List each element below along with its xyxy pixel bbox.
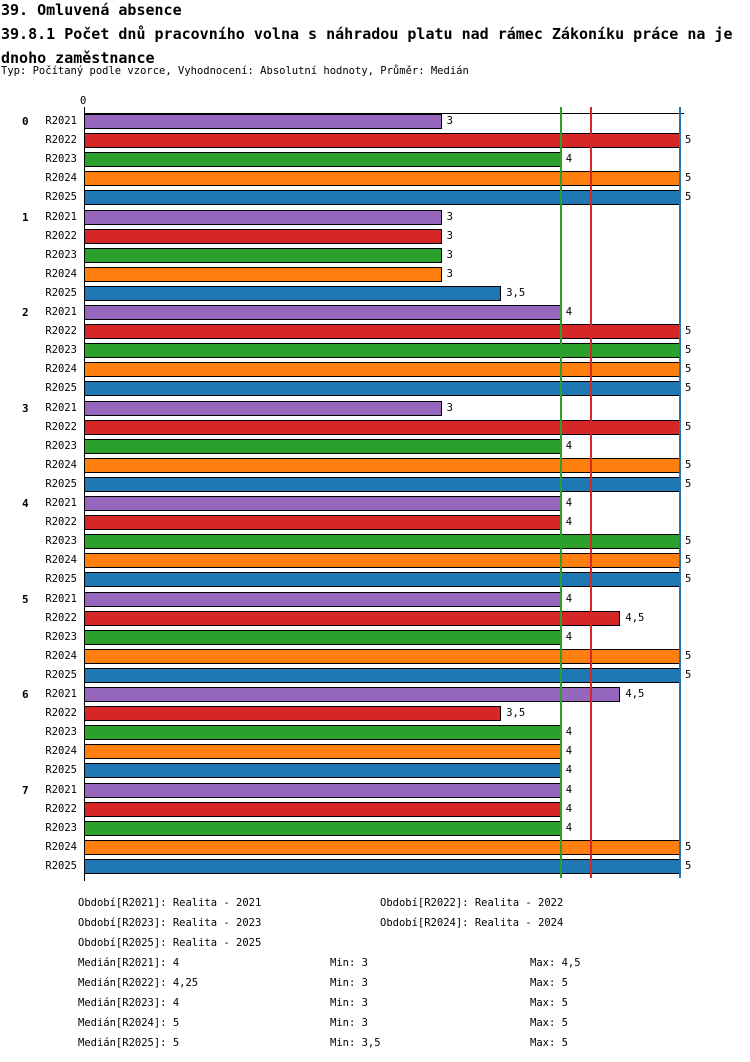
bar-row-label: R2023	[45, 153, 77, 166]
bar-value-label: 5	[685, 325, 692, 338]
bar-row-label: R2021	[45, 783, 77, 796]
stat-median-r2023: Medián[R2023]: 4	[78, 997, 180, 1009]
bar-row-label: R2023	[45, 821, 77, 834]
bar-value-label: 3	[446, 115, 453, 127]
bar-row-label: R2025	[45, 668, 77, 681]
bar	[84, 592, 561, 607]
group-label: 0	[22, 115, 29, 128]
bar	[84, 744, 561, 759]
stat-median-r2021: Medián[R2021]: 4	[78, 957, 180, 969]
bar-value-label: 5	[685, 477, 692, 490]
bar-value-label: 5	[685, 573, 692, 586]
stat-min-r2025: Min: 3,5	[330, 1037, 381, 1049]
bar-row-label: R2021	[45, 306, 77, 318]
bar	[84, 496, 561, 511]
bar-value-label: 5	[685, 458, 692, 471]
bar-row-label: R2022	[45, 802, 77, 815]
legend-period-r2021: Období[R2021]: Realita - 2021	[78, 897, 262, 909]
bar	[84, 783, 561, 798]
bar-value-label: 5	[685, 134, 692, 147]
bar-row-label: R2025	[45, 286, 77, 299]
bar-value-label: 4	[565, 745, 573, 758]
bar-row-label: R2023	[45, 248, 77, 261]
bar-value-label: 3	[446, 229, 453, 242]
bar-row-label: R2022	[45, 420, 77, 433]
bar-row-label: R2024	[45, 554, 77, 567]
median-line-r2022	[590, 107, 592, 878]
stat-median-r2022: Medián[R2022]: 4,25	[78, 977, 199, 989]
bar	[84, 267, 442, 282]
bar-row-label: R2024	[45, 172, 77, 185]
bar-row-label: R2023	[45, 439, 77, 452]
bar-row-label: R2025	[45, 573, 77, 586]
stat-max-r2022: Max: 5	[530, 977, 568, 989]
bar-row-label: R2021	[45, 210, 77, 223]
bar-value-label: 4	[565, 306, 573, 318]
legend-period-r2025: Období[R2025]: Realita - 2025	[78, 937, 262, 949]
bar-value-label: 4	[565, 439, 573, 452]
bar-value-label: 4	[565, 592, 573, 605]
bar-value-label: 3,5	[506, 707, 526, 720]
chart-title-line2: dnoho zaměstnance	[1, 49, 155, 67]
bar-row-label: R2022	[45, 134, 77, 147]
bar	[84, 687, 620, 702]
stat-max-r2025: Max: 5	[530, 1037, 568, 1049]
bar-row-label: R2021	[45, 688, 77, 700]
stat-median-r2024: Medián[R2024]: 5	[78, 1017, 180, 1029]
bar-value-label: 4	[565, 153, 573, 166]
group-label: 7	[22, 783, 29, 797]
bar	[84, 515, 561, 530]
bar-row-label: R2025	[45, 191, 77, 204]
median-line-r2023	[560, 107, 562, 878]
median-line-r2025	[679, 107, 681, 878]
bar	[84, 706, 501, 721]
bar-row-label: R2023	[45, 726, 77, 739]
bar-value-label: 5	[685, 859, 692, 872]
bar-value-label: 5	[685, 344, 692, 357]
bar	[84, 630, 561, 645]
bar-row-label: R2023	[45, 344, 77, 357]
bar-value-label: 3	[446, 401, 453, 414]
bar-row-label: R2024	[45, 840, 77, 853]
report-title: 39. Omluvená absence	[1, 1, 182, 19]
bar	[84, 725, 561, 740]
bar-row-label: R2021	[45, 115, 77, 127]
group-label: 4	[22, 497, 29, 510]
chart-meta-line: Typ: Počítaný podle vzorce, Vyhodnocení: Absolutní hodnoty, Průměr: Medián	[1, 65, 469, 77]
bar	[84, 229, 442, 244]
bar	[84, 305, 561, 320]
bar-row-label: R2024	[45, 267, 77, 280]
bar-value-label: 5	[685, 554, 692, 567]
bar-value-label: 5	[685, 840, 692, 853]
bar-value-label: 3	[446, 248, 453, 261]
stat-min-r2021: Min: 3	[330, 957, 368, 969]
bar-row-label: R2024	[45, 363, 77, 376]
bar	[84, 248, 442, 263]
bar-value-label: 4	[565, 726, 573, 739]
bar-row-label: R2021	[45, 592, 77, 605]
bar-row-label: R2022	[45, 611, 77, 624]
bar	[84, 439, 561, 454]
group-label: 3	[22, 401, 29, 415]
bar-value-label: 5	[685, 382, 692, 395]
bar-value-label: 5	[685, 649, 692, 662]
stat-max-r2023: Max: 5	[530, 997, 568, 1009]
bar-row-label: R2024	[45, 458, 77, 471]
bar-value-label: 4,5	[625, 688, 645, 700]
chart-title-line1: 39.8.1 Počet dnů pracovního volna s náhradou platu nad rámec Zákoníku práce na je	[1, 25, 733, 43]
group-label: 1	[22, 210, 29, 224]
stat-max-r2024: Max: 5	[530, 1017, 568, 1029]
bar-row-label: R2021	[45, 401, 77, 414]
bar-row-label: R2023	[45, 535, 77, 548]
bar-value-label: 4,5	[625, 611, 645, 624]
bar-row-label: R2022	[45, 325, 77, 338]
stat-min-r2023: Min: 3	[330, 997, 368, 1009]
bar-value-label: 4	[565, 783, 573, 796]
bar	[84, 611, 620, 626]
bar-value-label: 4	[565, 764, 573, 777]
bar-value-label: 3	[446, 267, 453, 280]
legend-period-r2022: Období[R2022]: Realita - 2022	[380, 897, 564, 909]
bar-value-label: 3	[446, 210, 453, 223]
bar-row-label: R2021	[45, 497, 77, 509]
stat-min-r2022: Min: 3	[330, 977, 368, 989]
bar	[84, 286, 501, 301]
bar-row-label: R2022	[45, 707, 77, 720]
bar-value-label: 5	[685, 420, 692, 433]
stat-min-r2024: Min: 3	[330, 1017, 368, 1029]
bar-row-label: R2025	[45, 477, 77, 490]
stat-median-r2025: Medián[R2025]: 5	[78, 1037, 180, 1049]
bar-value-label: 5	[685, 172, 692, 185]
bar-value-label: 5	[685, 191, 692, 204]
bar-row-label: R2024	[45, 649, 77, 662]
bar-row-label: R2023	[45, 630, 77, 643]
group-label: 5	[22, 592, 29, 606]
bar-value-label: 5	[685, 668, 692, 681]
bar-value-label: 4	[565, 516, 573, 529]
bar-value-label: 4	[565, 821, 573, 834]
bar	[84, 821, 561, 836]
bar	[84, 802, 561, 817]
group-label: 6	[22, 688, 29, 701]
bar-value-label: 4	[565, 630, 573, 643]
bar-row-label: R2025	[45, 859, 77, 872]
bar-row-label: R2024	[45, 745, 77, 758]
x-axis-tick-label: 0	[80, 95, 87, 107]
bar-value-label: 4	[565, 497, 573, 509]
legend-period-r2023: Období[R2023]: Realita - 2023	[78, 917, 262, 929]
bar-row-label: R2022	[45, 229, 77, 242]
bar-value-label: 5	[685, 363, 692, 376]
bar	[84, 763, 561, 778]
bar-row-label: R2025	[45, 764, 77, 777]
bar	[84, 210, 442, 225]
legend-period-r2024: Období[R2024]: Realita - 2024	[380, 917, 564, 929]
bar	[84, 152, 561, 167]
bar	[84, 401, 442, 416]
bar-value-label: 3,5	[506, 286, 526, 299]
bar	[84, 114, 442, 129]
bar-value-label: 4	[565, 802, 573, 815]
stat-max-r2021: Max: 4,5	[530, 957, 581, 969]
group-label: 2	[22, 306, 29, 319]
bar-value-label: 5	[685, 535, 692, 548]
bar-row-label: R2025	[45, 382, 77, 395]
bar-row-label: R2022	[45, 516, 77, 529]
